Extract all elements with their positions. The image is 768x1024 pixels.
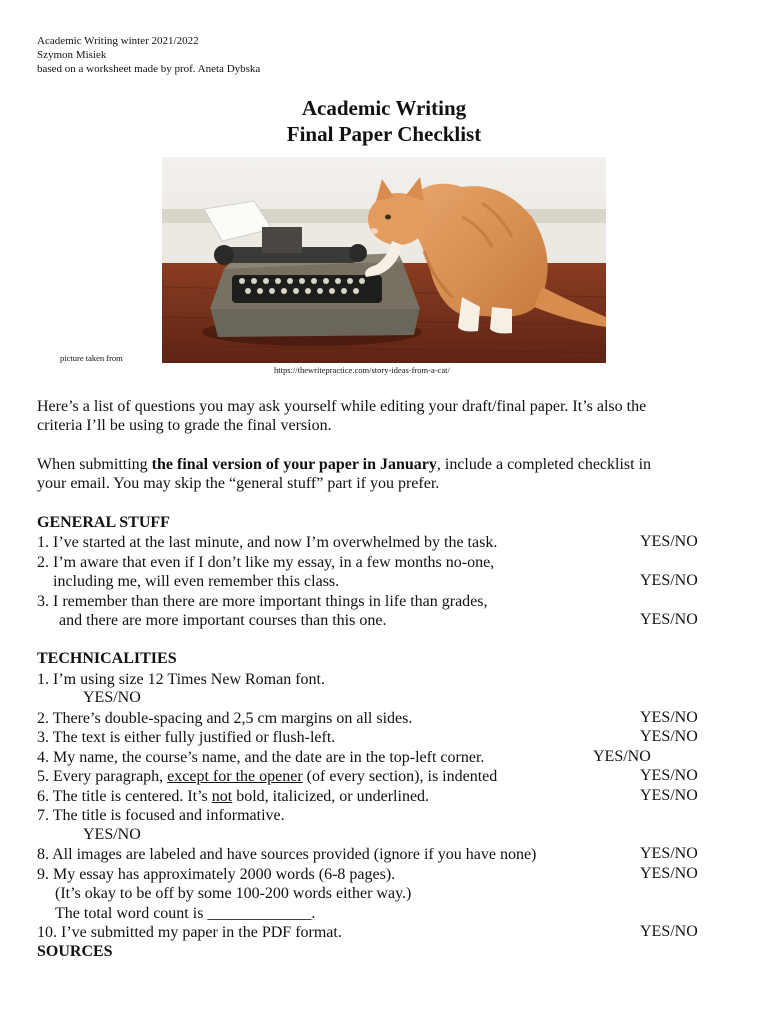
general-item-3-answer: YES/NO (640, 611, 698, 628)
tech-item-2-answer: YES/NO (640, 709, 698, 726)
technicalities-heading: TECHNICALITIES (37, 650, 177, 667)
tech-item-5-answer: YES/NO (640, 767, 698, 784)
tech-item-1: 1. I’m using size 12 Times New Roman font. (37, 671, 325, 688)
tech-item-8-answer: YES/NO (640, 845, 698, 862)
tech-item-6-text-a: 6. The title is centered. It’s (37, 788, 212, 805)
course-line: Academic Writing winter 2021/2022 (37, 35, 199, 47)
tech-item-2: 2. There’s double-spacing and 2,5 cm margins on all sides. (37, 710, 413, 727)
tech-item-5-text-b: (of every section), is indented (302, 768, 498, 785)
submission-emphasis: the final version of your paper in January (151, 456, 437, 473)
title-line-2: Final Paper Checklist (286, 122, 482, 146)
author-line: Szymon Misiek (37, 49, 107, 61)
general-item-3-line-2: and there are more important courses than this one. (59, 612, 387, 629)
tech-item-1-answer: YES/NO (83, 689, 141, 706)
tech-item-10: 10. I’ve submitted my paper in the PDF format. (37, 924, 342, 941)
tech-item-5 (37, 767, 497, 787)
intro-paragraph-line-1: Here’s a list of questions you may ask yourself while editing your draft/final paper. It’s also the (37, 398, 647, 415)
tech-item-7: 7. The title is focused and informative. (37, 807, 285, 824)
tech-item-4-answer: YES/NO (593, 748, 651, 765)
tech-item-6-answer: YES/NO (640, 787, 698, 804)
general-item-1: 1. I’ve started at the last minute, and now I’m overwhelmed by the task. (37, 534, 498, 551)
photo-source-url: https://thewritepractice.com/story-ideas-from-a-cat/ (274, 365, 450, 375)
general-item-1-answer: YES/NO (640, 533, 698, 550)
general-item-3-line-1: 3. I remember than there are more important things in life than grades, (37, 593, 488, 610)
document-header (37, 34, 260, 76)
cat-typewriter-photo (162, 157, 606, 363)
submission-text-a: When submitting (37, 456, 152, 473)
intro-paragraph-line-2: criteria I’ll be using to grade the final version. (37, 417, 332, 434)
tech-item-5-underlined: except for the opener (167, 768, 303, 785)
tech-item-6 (37, 787, 429, 807)
tech-item-9-line-2: (It’s okay to be off by some 100-200 words either way.) (55, 885, 412, 902)
photo-caption-label: picture taken from (60, 353, 123, 363)
submission-paragraph-line-2: your email. You may skip the “general stuff” part if you prefer. (37, 475, 440, 492)
tech-item-9-answer: YES/NO (640, 865, 698, 882)
submission-text-b: , include a completed checklist in (436, 456, 652, 473)
submission-paragraph-line-1 (37, 455, 651, 475)
source-line: based on a worksheet made by prof. Aneta Dybska (37, 63, 261, 75)
tech-item-9-word-count: The total word count is _____________. (55, 905, 316, 922)
sources-heading: SOURCES (37, 943, 113, 960)
general-heading: GENERAL STUFF (37, 514, 170, 531)
tech-item-5-text-a: 5. Every paragraph, (37, 768, 168, 785)
tech-item-6-underlined: not (211, 788, 233, 805)
general-item-2-line-2: including me, will even remember this class. (53, 573, 340, 590)
general-item-2-answer: YES/NO (640, 572, 698, 589)
tech-item-3: 3. The text is either fully justified or flush-left. (37, 729, 336, 746)
tech-item-6-text-b: bold, italicized, or underlined. (232, 788, 430, 805)
tech-item-4: 4. My name, the course’s name, and the date are in the top-left corner. (37, 749, 485, 766)
title-line-1: Academic Writing (301, 96, 467, 120)
tech-item-10-answer: YES/NO (640, 923, 698, 940)
tech-item-9-line-1: 9. My essay has approximately 2000 words (6-8 pages). (37, 866, 396, 883)
general-item-2-line-1: 2. I’m aware that even if I don’t like my essay, in a few months no-one, (37, 554, 495, 571)
tech-item-7-answer: YES/NO (83, 826, 141, 843)
tech-item-8: 8. All images are labeled and have sources provided (ignore if you have none) (37, 846, 537, 863)
tech-item-3-answer: YES/NO (640, 728, 698, 745)
